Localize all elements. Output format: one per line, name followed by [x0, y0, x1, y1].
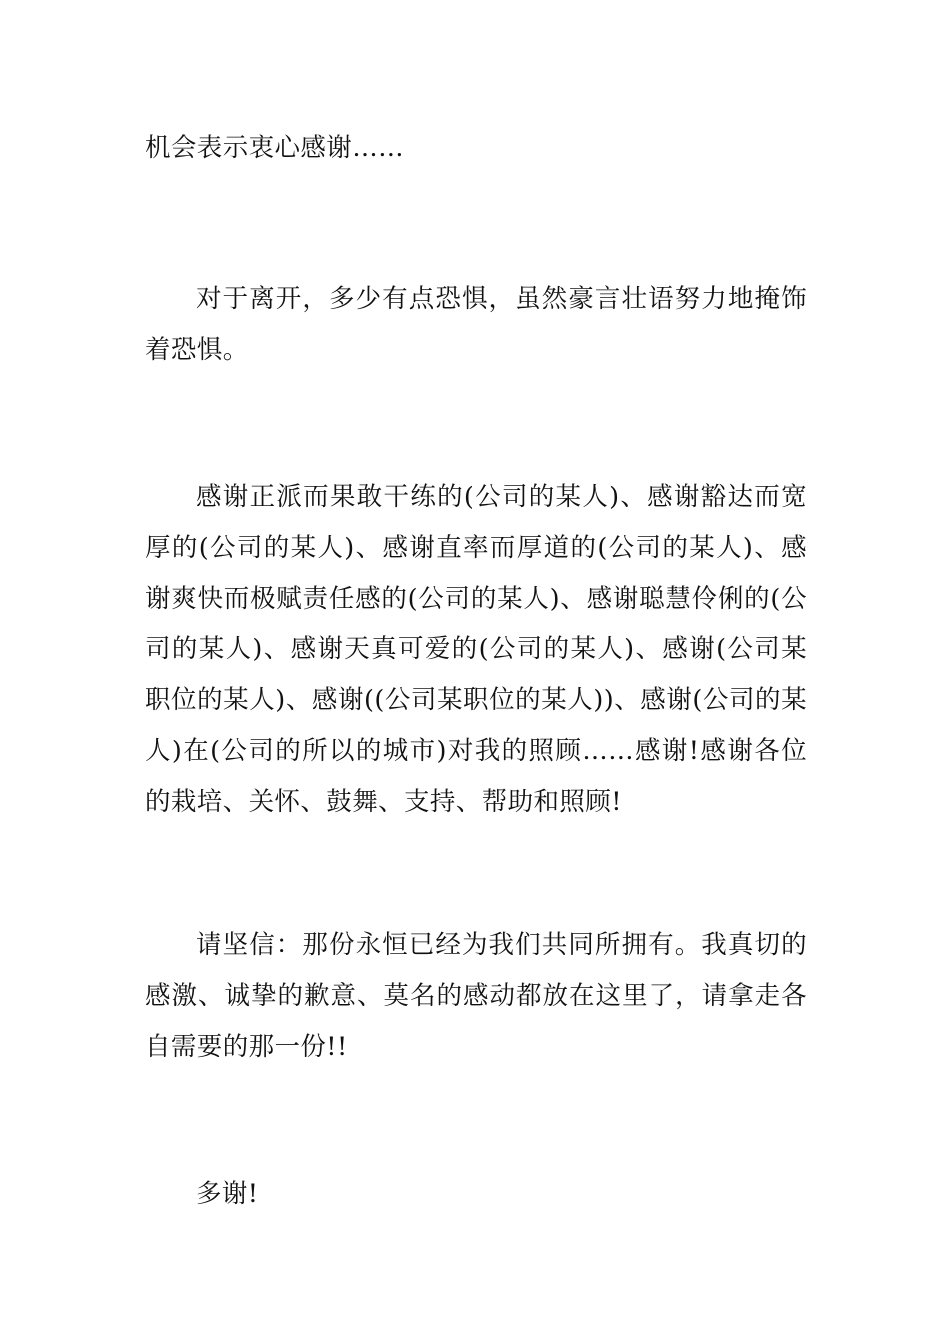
paragraph-continuation: 机会表示衷心感谢…… — [145, 133, 405, 163]
paragraph-closing-thanks: 多谢! — [196, 1179, 259, 1209]
paragraph-belief: 请坚信：那份永恒已经为我们共同所拥有。我真切的感激、诚挚的歉意、莫名的感动都放在这里了，请拿走各自需要的那一份!! — [145, 930, 807, 1062]
paragraph-fear-of-leaving: 对于离开，多少有点恐惧，虽然豪言壮语努力地掩饰着恐惧。 — [145, 284, 807, 365]
paragraph-thanks-list: 感谢正派而果敢干练的(公司的某人)、感谢豁达而宽厚的(公司的某人)、感谢直率而厚道的(公司的某人)、感谢爽快而极赋责任感的(公司的某人)、感谢聪慧伶俐的(公司的某人)、感谢天真可爱的(公司的某人)、感谢(公司某职位的某人)、感谢((公司某职位的某人))、感谢(公司的某人)在(公司的所以的城市)对我的照顾……感谢!感谢各位的栽培、关怀、鼓舞、支持、帮助和照顾! — [145, 482, 807, 817]
